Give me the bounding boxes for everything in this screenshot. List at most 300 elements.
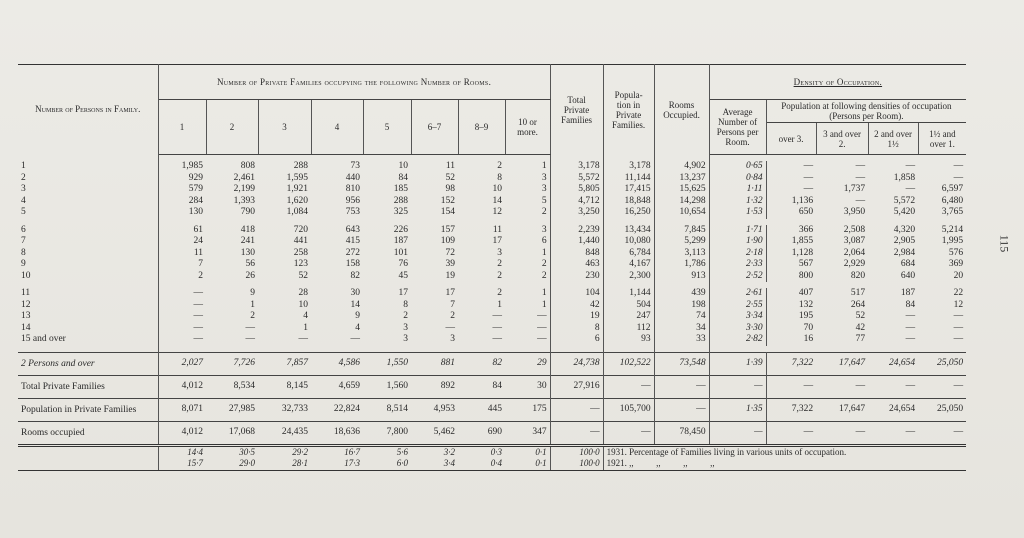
table-cell: 820 <box>850 270 866 281</box>
table-cell: 913 <box>654 271 709 283</box>
table-row <box>18 311 966 323</box>
row-label: 7 <box>18 236 158 248</box>
summary-cell: — <box>918 375 966 398</box>
table-cell: 26 <box>245 270 255 281</box>
table-cell: — <box>905 322 916 333</box>
table-cell: 11 <box>445 161 455 172</box>
density-col-header: over 3. <box>766 123 816 155</box>
table-row <box>18 196 966 208</box>
table-cell: 1,144 <box>603 288 654 300</box>
table-cell: 20 <box>953 270 964 281</box>
table-cell: 198 <box>654 300 709 312</box>
table-row <box>18 161 966 173</box>
row-label: 9 <box>18 259 158 271</box>
table-cell: 1,985 <box>181 161 203 172</box>
table-cell: 241 <box>240 236 255 247</box>
summary-cell: 1,560 <box>363 375 411 398</box>
table-cell: 1,084 <box>286 207 308 218</box>
table-cell: 0·65 <box>709 161 766 173</box>
table-cell: — <box>298 334 308 345</box>
table-cell: 132 <box>798 299 814 310</box>
table-cell: 34 <box>654 323 709 335</box>
table-cell: — <box>193 334 203 345</box>
row-label: 8 <box>18 248 158 260</box>
table-cell: 288 <box>393 195 408 206</box>
summary-cell: 24,654 <box>868 398 918 421</box>
table-cell: — <box>905 311 916 322</box>
table-cell: 3 <box>497 247 502 258</box>
table-row <box>18 288 966 300</box>
table-cell: 1,737 <box>843 184 866 195</box>
table-cell: 33 <box>654 334 709 346</box>
table-cell: 3 <box>505 184 550 196</box>
table-cell: 567 <box>798 259 814 270</box>
table-cell: 517 <box>850 288 866 299</box>
table-cell: — <box>193 322 203 333</box>
table-cell: 3·30 <box>709 323 766 335</box>
table-cell: 929 <box>188 172 203 183</box>
table-cell: 11 <box>492 224 502 235</box>
table-cell: 4,902 <box>654 161 709 173</box>
table-cell: 19 <box>445 270 455 281</box>
room-col-header: 8–9 <box>458 100 505 155</box>
table-cell: 1 <box>497 299 502 310</box>
table-cell: 790 <box>240 207 255 218</box>
room-col-header: 5 <box>363 100 411 155</box>
table-cell: 4,320 <box>893 224 916 235</box>
rooms-group-header: Number of Private Families occupying the following Number of Rooms. <box>158 65 550 100</box>
table-cell: 2·61 <box>709 288 766 300</box>
table-cell: — <box>245 322 255 333</box>
table-row <box>18 323 966 335</box>
table-cell: 2 <box>250 311 255 322</box>
summary-cell: 78,450 <box>654 421 709 445</box>
percentage-cell: 5·6 <box>363 445 411 458</box>
table-cell: 61 <box>193 224 203 235</box>
percentage-cell: 6·0 <box>363 458 411 470</box>
percentage-cell: 15·7 <box>158 458 206 470</box>
table-cell: 8 <box>497 172 502 183</box>
summary-cell: 27,985 <box>206 398 258 421</box>
summary-cell: 1,550 <box>363 352 411 375</box>
table-cell: — <box>193 311 203 322</box>
table-cell: — <box>905 161 916 172</box>
table-cell: — <box>953 161 964 172</box>
table-cell: 226 <box>393 224 408 235</box>
table-cell: 17 <box>445 288 455 299</box>
table-cell: 45 <box>398 270 408 281</box>
summary-cell: 690 <box>458 421 505 445</box>
table-cell: — <box>803 161 814 172</box>
row-label: 1 <box>18 161 158 173</box>
table-cell: 1 <box>303 322 308 333</box>
table-cell: 3,950 <box>843 207 866 218</box>
table-cell: 5,299 <box>654 236 709 248</box>
row-label: 15 and over <box>18 334 158 346</box>
table-cell: 230 <box>550 271 603 283</box>
table-cell: 112 <box>603 323 654 335</box>
table-cell: 1,921 <box>286 184 308 195</box>
table-cell: 18,848 <box>603 196 654 208</box>
table-row <box>18 173 966 185</box>
summary-cell: 4,586 <box>311 352 363 375</box>
summary-cell: 17,647 <box>816 398 868 421</box>
table-cell: 3 <box>403 334 408 345</box>
table-cell: 956 <box>345 195 360 206</box>
table-row <box>18 259 966 271</box>
table-cell: 2 <box>505 207 550 219</box>
table-cell: 2,239 <box>550 225 603 237</box>
density-col-header: 3 and over 2. <box>816 123 868 155</box>
table-cell: 93 <box>603 334 654 346</box>
table-cell: 24 <box>193 236 203 247</box>
table-cell: 56 <box>245 259 255 270</box>
table-cell: 8 <box>550 323 603 335</box>
table-cell: 12 <box>953 299 964 310</box>
summary-cell: 2,027 <box>158 352 206 375</box>
table-cell: 2 <box>403 311 408 322</box>
table-cell: 52 <box>855 311 866 322</box>
percentage-cell: 0·1 <box>505 445 550 458</box>
table-cell: 2 <box>497 161 502 172</box>
table-cell: 6 <box>550 334 603 346</box>
table-cell: 7 <box>450 299 455 310</box>
table-cell: 154 <box>440 207 455 218</box>
table-row <box>18 300 966 312</box>
percentage-cell: 0·3 <box>458 445 505 458</box>
table-cell: — <box>855 161 866 172</box>
table-cell: 3,113 <box>654 248 709 260</box>
table-cell: 14 <box>350 299 360 310</box>
table-cell: 1,995 <box>941 236 964 247</box>
table-cell: 3,765 <box>941 207 964 218</box>
table-cell: 7,845 <box>654 225 709 237</box>
table-cell: 2 <box>450 311 455 322</box>
table-cell: 1,786 <box>654 259 709 271</box>
summary-cell: — <box>709 375 766 398</box>
percentage-label-blank <box>18 445 158 458</box>
table-cell: 10,080 <box>603 236 654 248</box>
table-cell: 76 <box>398 259 408 270</box>
summary-cell: 27,916 <box>550 375 603 398</box>
summary-cell: 881 <box>411 352 458 375</box>
summary-cell: 84 <box>458 375 505 398</box>
table-cell: — <box>905 184 916 195</box>
table-cell: 439 <box>654 288 709 300</box>
table-cell: — <box>505 334 550 346</box>
table-cell: 2 <box>198 270 203 281</box>
table-cell: 4 <box>303 311 308 322</box>
table-cell: 2,300 <box>603 271 654 283</box>
percentage-cell: 28·1 <box>258 458 311 470</box>
table-cell: 11 <box>193 247 203 258</box>
table-cell: 9 <box>250 288 255 299</box>
table-cell: 187 <box>393 236 408 247</box>
table-cell: 73 <box>350 161 360 172</box>
summary-row <box>18 352 966 375</box>
table-cell: 2,508 <box>843 224 866 235</box>
summary-cell: 24,435 <box>258 421 311 445</box>
table-cell: 415 <box>345 236 360 247</box>
table-cell: 5 <box>505 196 550 208</box>
room-col-header: 4 <box>311 100 363 155</box>
summary-cell: 105,700 <box>603 398 654 421</box>
table-cell: 2 <box>497 288 502 299</box>
table-cell: 5,214 <box>941 224 964 235</box>
table-cell: 3 <box>505 225 550 237</box>
table-cell: 98 <box>445 184 455 195</box>
summary-cell: 24,738 <box>550 352 603 375</box>
table-cell: 463 <box>550 259 603 271</box>
summary-cell: — <box>766 421 816 445</box>
summary-cell: 7,857 <box>258 352 311 375</box>
table-cell: 30 <box>350 288 360 299</box>
summary-cell: 7,322 <box>766 398 816 421</box>
table-cell: 325 <box>393 207 408 218</box>
table-cell: 1,620 <box>286 195 308 206</box>
table-row <box>18 236 966 248</box>
table-cell: 3 <box>403 322 408 333</box>
table-cell: — <box>855 195 866 206</box>
table-cell: 418 <box>240 224 255 235</box>
summary-cell: 82 <box>458 352 505 375</box>
density-col-header: 1½ and over 1. <box>918 123 966 155</box>
summary-cell: 1·35 <box>709 398 766 421</box>
table-cell: 1·90 <box>709 236 766 248</box>
summary-cell: — <box>550 398 603 421</box>
table-cell: 82 <box>350 270 360 281</box>
census-year: 1931. <box>606 446 627 457</box>
table-header <box>18 65 966 155</box>
room-col-header: 6–7 <box>411 100 458 155</box>
summary-cell: — <box>868 375 918 398</box>
row-label: 4 <box>18 196 158 208</box>
table-cell: 3,178 <box>603 161 654 173</box>
summary-row <box>18 398 966 421</box>
table-cell: 1·11 <box>709 184 766 196</box>
summary-cell: 8,534 <box>206 375 258 398</box>
summary-cell: 8,071 <box>158 398 206 421</box>
table-cell: 2,199 <box>233 184 255 195</box>
table-cell: — <box>505 323 550 335</box>
table-cell: 2·52 <box>709 271 766 283</box>
summary-cell: 24,654 <box>868 352 918 375</box>
table-cell: 3,087 <box>843 236 866 247</box>
percentage-row <box>18 458 966 470</box>
rooms-occupied-header: Rooms Occupied. <box>654 65 709 155</box>
table-cell: 17,415 <box>603 184 654 196</box>
table-cell: 104 <box>550 288 603 300</box>
table-cell: 10 <box>492 184 502 195</box>
table-cell: 15,625 <box>654 184 709 196</box>
table-cell: 2 <box>505 271 550 283</box>
table-cell: 5,420 <box>893 207 916 218</box>
summary-cell: 8,514 <box>363 398 411 421</box>
percentage-cell: 30·5 <box>206 445 258 458</box>
table-cell: 2,984 <box>893 247 916 258</box>
summary-cell: 32,733 <box>258 398 311 421</box>
table-cell: 10 <box>298 299 308 310</box>
table-cell: 284 <box>188 195 203 206</box>
table-cell: 3,178 <box>550 161 603 173</box>
table-cell: 3 <box>450 334 455 345</box>
table-cell: 258 <box>293 247 308 258</box>
table-cell: 4,167 <box>603 259 654 271</box>
table-cell: — <box>492 311 502 322</box>
table-cell: — <box>245 334 255 345</box>
summary-cell: 25,050 <box>918 398 966 421</box>
table-cell: 185 <box>393 184 408 195</box>
summary-cell: — <box>603 421 654 445</box>
table-cell: 1·71 <box>709 225 766 237</box>
summary-cell: 22,824 <box>311 398 363 421</box>
table-cell: 684 <box>900 259 916 270</box>
table-cell: 6,784 <box>603 248 654 260</box>
table-cell: 504 <box>603 300 654 312</box>
table-cell: — <box>855 172 866 183</box>
summary-cell: — <box>603 375 654 398</box>
table-cell: 72 <box>445 247 455 258</box>
percentage-cell: 29·0 <box>206 458 258 470</box>
table-cell: 17 <box>492 236 502 247</box>
table-cell: 130 <box>240 247 255 258</box>
table-cell: 4,712 <box>550 196 603 208</box>
table-cell: 8 <box>403 299 408 310</box>
table-cell: 1,858 <box>893 172 916 183</box>
table-cell: 579 <box>188 184 203 195</box>
summary-cell: 29 <box>505 352 550 375</box>
summary-cell: — <box>816 421 868 445</box>
table-cell: 272 <box>345 247 360 258</box>
table-cell: 1 <box>505 161 550 173</box>
percentage-row <box>18 445 966 458</box>
percentage-cell: 29·2 <box>258 445 311 458</box>
table-cell: 1·53 <box>709 207 766 219</box>
summary-cell: 25,050 <box>918 352 966 375</box>
table-cell: 3·34 <box>709 311 766 323</box>
table-cell: 808 <box>240 161 255 172</box>
table-cell: 5,805 <box>550 184 603 196</box>
table-body <box>18 155 966 471</box>
table-cell: 1 <box>250 299 255 310</box>
row-label: 6 <box>18 225 158 237</box>
summary-cell: 175 <box>505 398 550 421</box>
table-cell: — <box>492 334 502 345</box>
table-cell: 52 <box>298 270 308 281</box>
table-cell: 6,597 <box>941 184 964 195</box>
table-cell: 720 <box>293 224 308 235</box>
percentage-label-blank <box>18 458 158 470</box>
summary-cell: 7,726 <box>206 352 258 375</box>
table-cell: 152 <box>440 195 455 206</box>
table-cell: 2·33 <box>709 259 766 271</box>
summary-cell: 4,012 <box>158 375 206 398</box>
table-cell: 109 <box>440 236 455 247</box>
table-row <box>18 184 966 196</box>
row-label: 11 <box>18 288 158 300</box>
table-cell: 6,480 <box>941 195 964 206</box>
table-cell: 187 <box>900 288 916 299</box>
summary-cell: 73,548 <box>654 352 709 375</box>
table-row <box>18 225 966 237</box>
table-cell: 158 <box>345 259 360 270</box>
table-cell: 1 <box>505 288 550 300</box>
table-cell: 101 <box>393 247 408 258</box>
table-cell: 157 <box>440 224 455 235</box>
table-cell: 28 <box>298 288 308 299</box>
percentage-cell: 14·4 <box>158 445 206 458</box>
table-cell: 2,905 <box>893 236 916 247</box>
summary-cell: — <box>654 375 709 398</box>
summary-cell: — <box>709 421 766 445</box>
table-cell: 42 <box>550 300 603 312</box>
row-label: 12 <box>18 300 158 312</box>
table-cell: — <box>953 322 964 333</box>
summary-cell: 18,636 <box>311 421 363 445</box>
percentage-cell: 17·3 <box>311 458 363 470</box>
table-cell: 3 <box>505 173 550 185</box>
table-cell: 441 <box>293 236 308 247</box>
average-header: Average Number of Persons per Room. <box>709 100 766 155</box>
summary-cell: — <box>766 375 816 398</box>
room-col-header: 1 <box>158 100 206 155</box>
table-cell: 16 <box>803 334 814 345</box>
summary-cell: — <box>550 421 603 445</box>
table-cell: 9 <box>355 311 360 322</box>
summary-cell: 17,068 <box>206 421 258 445</box>
total-private-header: Total Private Families <box>550 65 603 155</box>
summary-cell: 102,522 <box>603 352 654 375</box>
table-cell: 1,136 <box>791 195 814 206</box>
table-cell: 2·55 <box>709 300 766 312</box>
table-cell: 650 <box>798 207 814 218</box>
table-cell: 640 <box>900 270 916 281</box>
summary-label: Rooms occupied <box>18 421 158 445</box>
table-cell: — <box>953 311 964 322</box>
table-cell: — <box>803 184 814 195</box>
table-cell: 42 <box>855 322 866 333</box>
table-cell: 10,654 <box>654 207 709 219</box>
table-cell: 247 <box>603 311 654 323</box>
table-row <box>18 334 966 346</box>
summary-label: Total Private Families <box>18 375 158 398</box>
table-cell: 52 <box>445 172 455 183</box>
table-cell: 369 <box>948 259 964 270</box>
table-row <box>18 271 966 283</box>
table-cell: 14 <box>492 195 502 206</box>
row-label: 10 <box>18 271 158 283</box>
summary-cell: 347 <box>505 421 550 445</box>
table-cell: — <box>953 172 964 183</box>
summary-label: Population in Private Families <box>18 398 158 421</box>
table-cell: 11,144 <box>603 173 654 185</box>
table-cell: 0·84 <box>709 173 766 185</box>
row-label: 14 <box>18 323 158 335</box>
table-cell: 2,064 <box>843 247 866 258</box>
table-cell: — <box>193 299 203 310</box>
summary-cell: 892 <box>411 375 458 398</box>
table-cell: 366 <box>798 224 814 235</box>
percentage-note-text: ,, ,, ,, ,, <box>629 458 715 469</box>
table-cell: 70 <box>803 322 814 333</box>
summary-cell: 7,800 <box>363 421 411 445</box>
table-cell: 1,440 <box>550 236 603 248</box>
table-cell: 123 <box>293 259 308 270</box>
table-cell: — <box>492 322 502 333</box>
table-cell: 1 <box>505 300 550 312</box>
table-cell: 800 <box>798 270 814 281</box>
table-cell: 643 <box>345 224 360 235</box>
